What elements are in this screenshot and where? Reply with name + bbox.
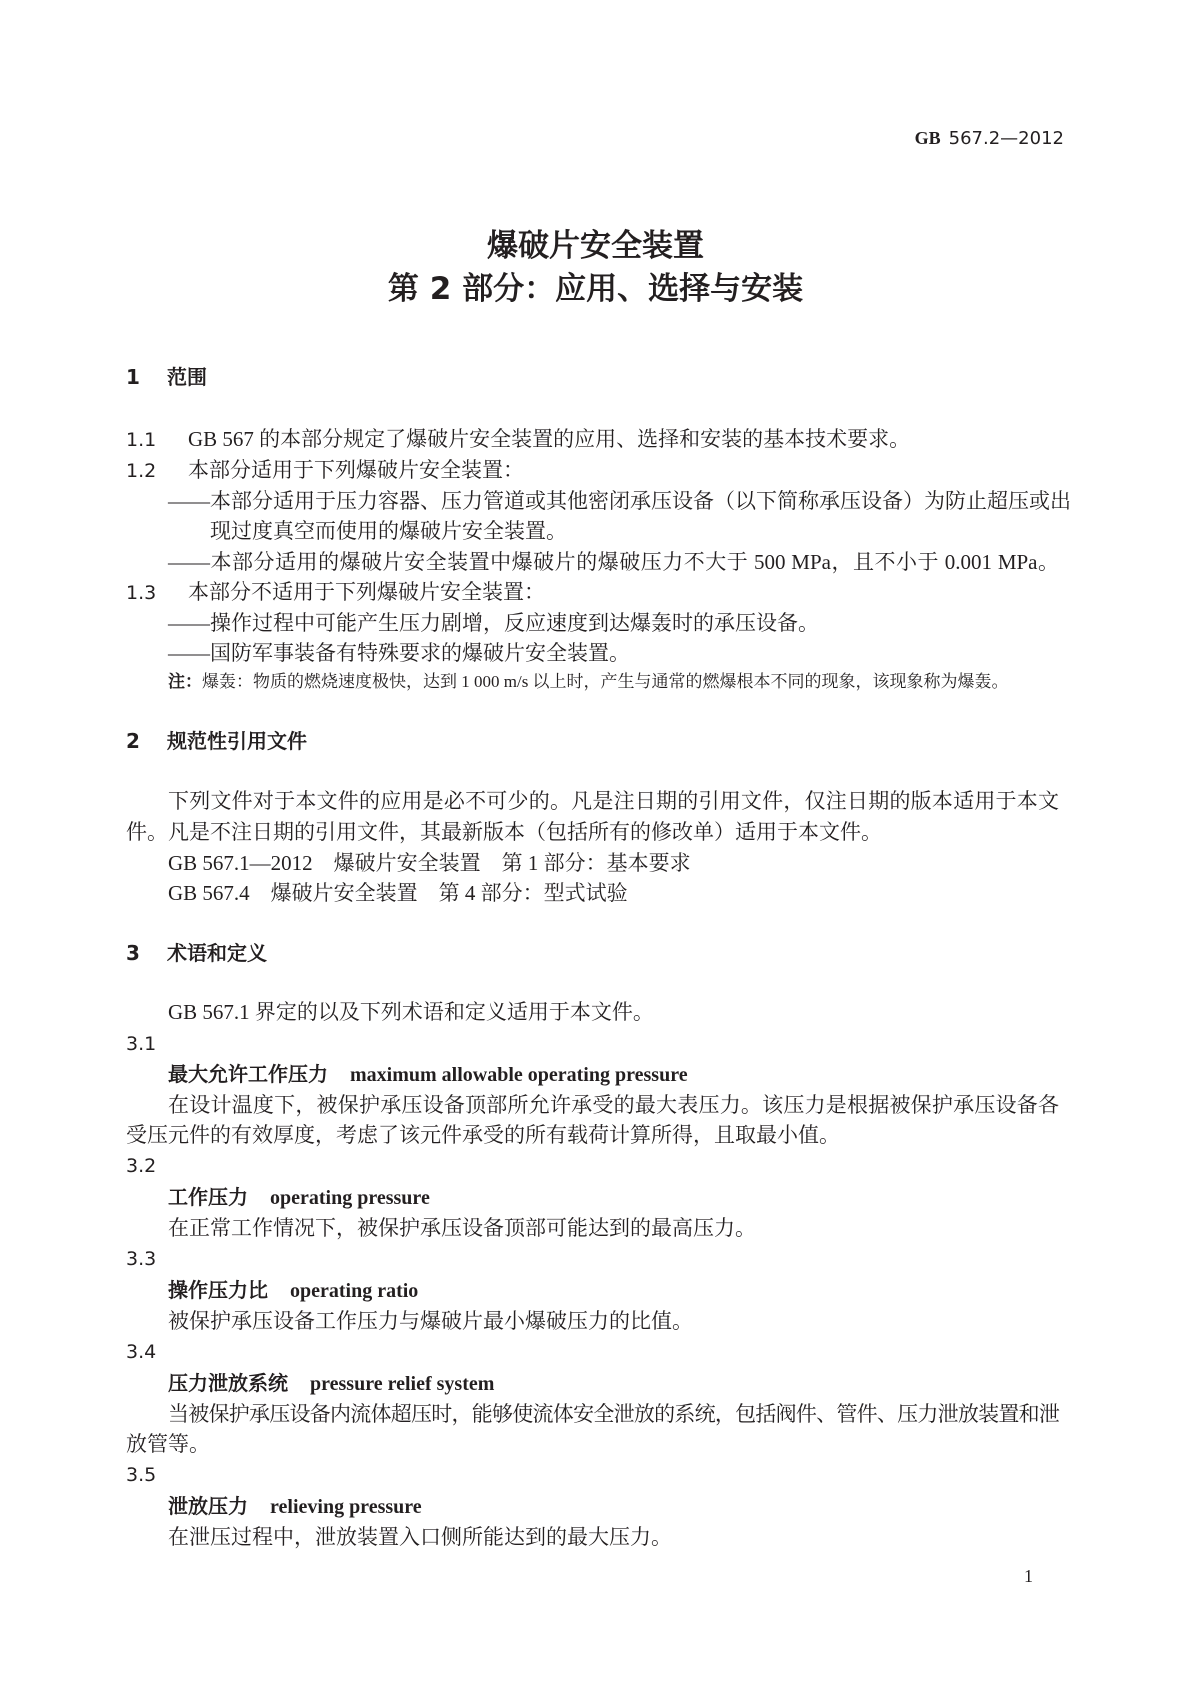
term-zh: 泄放压力 [168, 1494, 248, 1518]
list-item: ——操作过程中可能产生压力剧增，反应速度到达爆轰时的承压设备。 [168, 611, 819, 635]
page-number: 1 [1024, 1566, 1033, 1586]
standard-code-header [915, 126, 1064, 151]
list-item: ——本部分适用于压力容器、压力管道或其他密闭承压设备（以下简称承压设备）为防止超压或出 [168, 489, 1071, 513]
definition-line: 放管等。 [126, 1432, 210, 1456]
clause-text: GB 567 的本部分规定了爆破片安全装置的应用、选择和安装的基本技术要求。 [188, 427, 911, 451]
term-number: 3.1 [126, 1033, 157, 1055]
term-number: 3.3 [126, 1248, 157, 1270]
term-number: 3.2 [126, 1155, 157, 1177]
term-en: pressure relief system [310, 1373, 495, 1395]
reference-item: GB 567.4 爆破片安全装置 第 4 部分：型式试验 [168, 881, 628, 905]
section-number: 3 [126, 941, 140, 965]
standard-code-prefix: GB [914, 128, 941, 148]
section-heading-scope [126, 362, 207, 393]
document-subtitle: 第 2 部分：应用、选择与安装 [387, 271, 804, 307]
list-item: ——国防军事装备有特殊要求的爆破片安全装置。 [168, 641, 630, 665]
note [168, 669, 1009, 695]
note-text: 爆轰：物质的燃烧速度极快，达到 1 000 m/s 以上时，产生与通常的燃爆根本不同的现象，该现象称为爆轰。 [202, 672, 1009, 691]
section-heading-terms-and-definitions [126, 938, 267, 969]
section-title: 范围 [167, 365, 207, 389]
term-entry [168, 1275, 418, 1306]
document-title: 爆破片安全装置 [487, 228, 704, 264]
definition-line: 当被保护承压设备内流体超压时，能够使流体安全泄放的系统，包括阀件、管件、压力泄放装置和泄 [168, 1402, 1059, 1426]
term-entry [168, 1059, 688, 1090]
section-number: 2 [126, 729, 140, 753]
paragraph-line: GB 567.1 界定的以及下列术语和定义适用于本文件。 [168, 1000, 654, 1024]
standard-code-number: 567.2—2012 [948, 128, 1064, 149]
clause-number: 1.1 [126, 429, 157, 451]
term-zh: 工作压力 [168, 1185, 248, 1209]
term-en: operating pressure [270, 1187, 430, 1209]
definition-line: 在设计温度下，被保护承压设备顶部所允许承受的最大表压力。该压力是根据被保护承压设备各 [168, 1093, 1059, 1117]
clause-text: 本部分不适用于下列爆破片安全装置： [188, 580, 545, 604]
clause-number: 1.2 [126, 460, 157, 482]
paragraph-line: 下列文件对于本文件的应用是必不可少的。凡是注日期的引用文件，仅注日期的版本适用于本文 [168, 789, 1059, 813]
note-label: 注： [168, 672, 202, 692]
term-entry [168, 1182, 430, 1213]
term-zh: 最大允许工作压力 [168, 1062, 328, 1086]
term-entry [168, 1491, 422, 1522]
list-item: ——本部分适用的爆破片安全装置中爆破片的爆破压力不大于 500 MPa，且不小于 0.001 MPa。 [168, 550, 1059, 574]
term-en: operating ratio [290, 1280, 419, 1302]
definition-line: 受压元件的有效厚度，考虑了该元件承受的所有载荷计算所得，且取最小值。 [126, 1123, 840, 1147]
clause-number: 1.3 [126, 582, 157, 604]
term-zh: 压力泄放系统 [168, 1371, 288, 1395]
section-title: 术语和定义 [167, 941, 267, 965]
term-en: maximum allowable operating pressure [350, 1064, 688, 1086]
section-number: 1 [126, 365, 140, 389]
paragraph-line: 件。凡是不注日期的引用文件，其最新版本（包括所有的修改单）适用于本文件。 [126, 820, 882, 844]
definition-line: 在正常工作情况下，被保护承压设备顶部可能达到的最高压力。 [168, 1216, 756, 1240]
term-number: 3.4 [126, 1341, 157, 1363]
definition-line: 被保护承压设备工作压力与爆破片最小爆破压力的比值。 [168, 1309, 693, 1333]
clause-1-1 [126, 424, 910, 455]
term-entry [168, 1368, 494, 1399]
section-title: 规范性引用文件 [167, 729, 307, 753]
clause-1-2 [126, 455, 524, 486]
definition-line: 在泄压过程中，泄放装置入口侧所能达到的最大压力。 [168, 1525, 672, 1549]
reference-item: GB 567.1—2012 爆破片安全装置 第 1 部分：基本要求 [168, 851, 691, 875]
section-heading-normative-references [126, 726, 307, 757]
clause-1-3 [126, 577, 545, 608]
term-number: 3.5 [126, 1464, 157, 1486]
term-en: relieving pressure [270, 1496, 422, 1518]
list-item-continuation: 现过度真空而使用的爆破片安全装置。 [210, 519, 567, 543]
clause-text: 本部分适用于下列爆破片安全装置： [188, 458, 524, 482]
term-zh: 操作压力比 [168, 1278, 268, 1302]
